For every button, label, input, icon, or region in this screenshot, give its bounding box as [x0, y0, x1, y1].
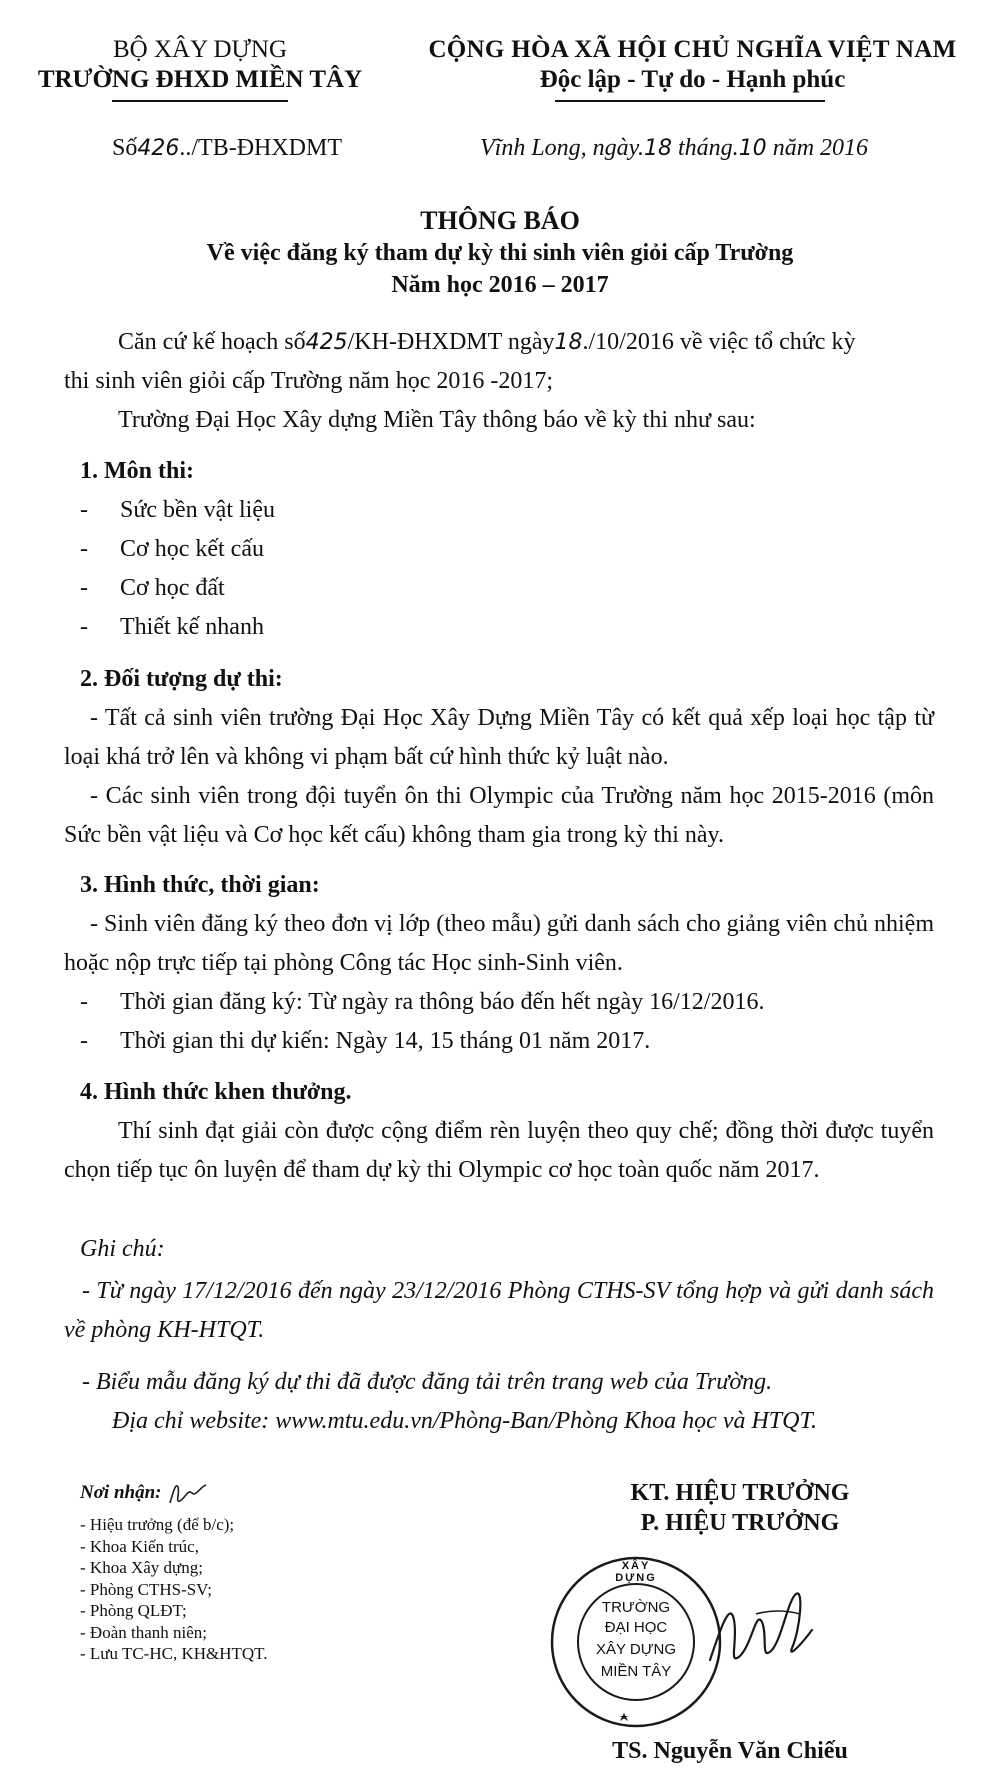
subject-label: Cơ học kết cấu — [120, 536, 264, 562]
seal-line-3: XÂY DỰNG — [595, 1641, 677, 1658]
exam-date: - Thời gian thi dự kiến: Ngày 14, 15 tháng 01 năm 2017. — [80, 1028, 651, 1054]
official-seal — [548, 1554, 724, 1730]
seal-line-1: TRƯỜNG — [601, 1599, 671, 1616]
seal-line-4: MIỀN TÂY — [600, 1663, 672, 1680]
intro-line-3: Trường Đại Học Xây dựng Miền Tây thông báo về kỳ thi như sau: — [118, 407, 756, 433]
eligibility-paragraph-1: - Tất cả sinh viên trường Đại Học Xây Dựng Miền Tây có kết quả xếp loại học tập từ loại khá trở lên và không vi phạm bất cứ hình thức kỷ luật nào. — [64, 705, 934, 770]
subject-label: Sức bền vật liệu — [120, 497, 275, 523]
recipient-item: - Phòng CTHS-SV; — [80, 1580, 212, 1599]
recipients-label-text: Nơi nhận: — [80, 1482, 162, 1503]
intro-line-2: thi sinh viên giỏi cấp Trường năm học 2016 -2017; — [64, 368, 554, 394]
country-name: CỘNG HÒA XÃ HỘI CHỦ NGHĨA VIỆT NAM — [428, 36, 957, 63]
signer-name: TS. Nguyễn Văn Chiếu — [612, 1738, 848, 1764]
seal-line-2: ĐẠI HỌC — [604, 1619, 668, 1636]
reward-paragraph: Thí sinh đạt giải còn được cộng điểm rèn luyện theo quy chế; đồng thời được tuyển chọn tiếp tục ôn luyện để tham dự kỳ thi Olympic cơ học toàn quốc năm 2017. — [64, 1118, 934, 1183]
intro-text-a: Căn cứ kế hoạch số — [118, 329, 306, 355]
academic-year: Năm học 2016 – 2017 — [391, 272, 609, 298]
section-4-heading: 4. Hình thức khen thưởng. — [80, 1079, 352, 1105]
section-1-heading: 1. Môn thi: — [80, 458, 194, 484]
document-number — [112, 132, 342, 165]
number-handwritten: 426 — [137, 136, 180, 161]
ministry-name: BỘ XÂY DỰNG — [112, 36, 288, 63]
intro-plan-number: 425 — [305, 330, 348, 355]
document-title: THÔNG BÁO — [420, 206, 580, 235]
school-underline — [112, 100, 288, 102]
eligibility-paragraph-2: - Các sinh viên trong đội tuyển ôn thi Olympic của Trường năm học 2015-2016 (môn Sức bền vật liệu và Cơ học kết cấu) không tham gia trong kỳ thi này. — [64, 783, 934, 848]
recipient-item: - Phòng QLĐT; — [80, 1601, 187, 1620]
intro-text-b: /KH-ĐHXDMT ngày — [347, 329, 555, 355]
notes-label: Ghi chú: — [80, 1236, 165, 1262]
section-2-heading: 2. Đối tượng dự thi: — [80, 666, 283, 692]
recipient-item: - Hiệu trưởng (để b/c); — [80, 1515, 235, 1534]
national-motto: Độc lập - Tự do - Hạnh phúc — [539, 66, 846, 93]
document-subtitle: Về việc đăng ký tham dự kỳ thi sinh viên giỏi cấp Trường — [206, 240, 794, 266]
registration-deadline: - Thời gian đăng ký: Từ ngày ra thông báo đến hết ngày 16/12/2016. — [80, 989, 765, 1015]
exam-date-text: Thời gian thi dự kiến: Ngày 14, 15 tháng 01 năm 2017. — [120, 1028, 651, 1054]
date-month-label: tháng. — [672, 135, 739, 161]
subject-item: - Sức bền vật liệu — [80, 497, 275, 523]
recipients-label — [80, 1480, 210, 1507]
handwritten-signature — [700, 1570, 820, 1680]
recipient-item: - Khoa Xây dựng; — [80, 1558, 203, 1577]
school-name: TRƯỜNG ĐHXD MIỀN TÂY — [37, 66, 363, 93]
signer-title-1: KT. HIỆU TRƯỞNG — [630, 1480, 850, 1506]
recipient-item: - Đoàn thanh niên; — [80, 1623, 207, 1642]
subject-label: Thiết kế nhanh — [120, 614, 264, 640]
date-month-handwritten: 10 — [738, 136, 767, 161]
subject-label: Cơ học đất — [120, 575, 225, 601]
section-3-heading: 3. Hình thức, thời gian: — [80, 872, 320, 898]
intro-text-c: ./10/2016 về việc tổ chức kỳ — [582, 329, 856, 355]
deadline-text: Thời gian đăng ký: Từ ngày ra thông báo đến hết ngày 16/12/2016. — [120, 989, 765, 1015]
number-suffix: ../TB-ĐHXDMT — [179, 135, 343, 161]
note-1: - Từ ngày 17/12/2016 đến ngày 23/12/2016 Phòng CTHS-SV tổng hợp và gửi danh sách về phòng KH-HTQT. — [64, 1278, 934, 1343]
subject-item: - Thiết kế nhanh — [80, 614, 264, 640]
motto-underline — [555, 100, 825, 102]
recipient-item: - Lưu TC-HC, KH&HTQT. — [80, 1644, 268, 1663]
recipient-item: - Khoa Kiến trúc, — [80, 1537, 199, 1556]
seal-ring-text: XÂY DỰNG — [615, 1560, 657, 1584]
intro-plan-day: 18 — [554, 330, 583, 355]
note-3: Địa chỉ website: www.mtu.edu.vn/Phòng-Ban/Phòng Khoa học và HTQT. — [112, 1408, 818, 1434]
note-2: - Biểu mẫu đăng ký dự thi đã được đăng tải trên trang web của Trường. — [82, 1369, 773, 1395]
signer-title-2: P. HIỆU TRƯỞNG — [640, 1510, 840, 1536]
initials-scribble — [166, 1481, 210, 1507]
date-day-handwritten: 18 — [644, 136, 673, 161]
issue-date — [480, 132, 868, 165]
registration-paragraph: - Sinh viên đăng ký theo đơn vị lớp (theo mẫu) gửi danh sách cho giảng viên chủ nhiệm hoặc nộp trực tiếp tại phòng Công tác Học sinh-Sinh viên. — [64, 911, 934, 976]
subject-item: - Cơ học kết cấu — [80, 536, 264, 562]
number-prefix: Số — [112, 135, 138, 161]
subject-item: - Cơ học đất — [80, 575, 225, 601]
intro-line-1 — [118, 323, 855, 362]
date-place: Vĩnh Long, ngày. — [480, 135, 645, 161]
date-year: năm 2016 — [766, 135, 869, 161]
